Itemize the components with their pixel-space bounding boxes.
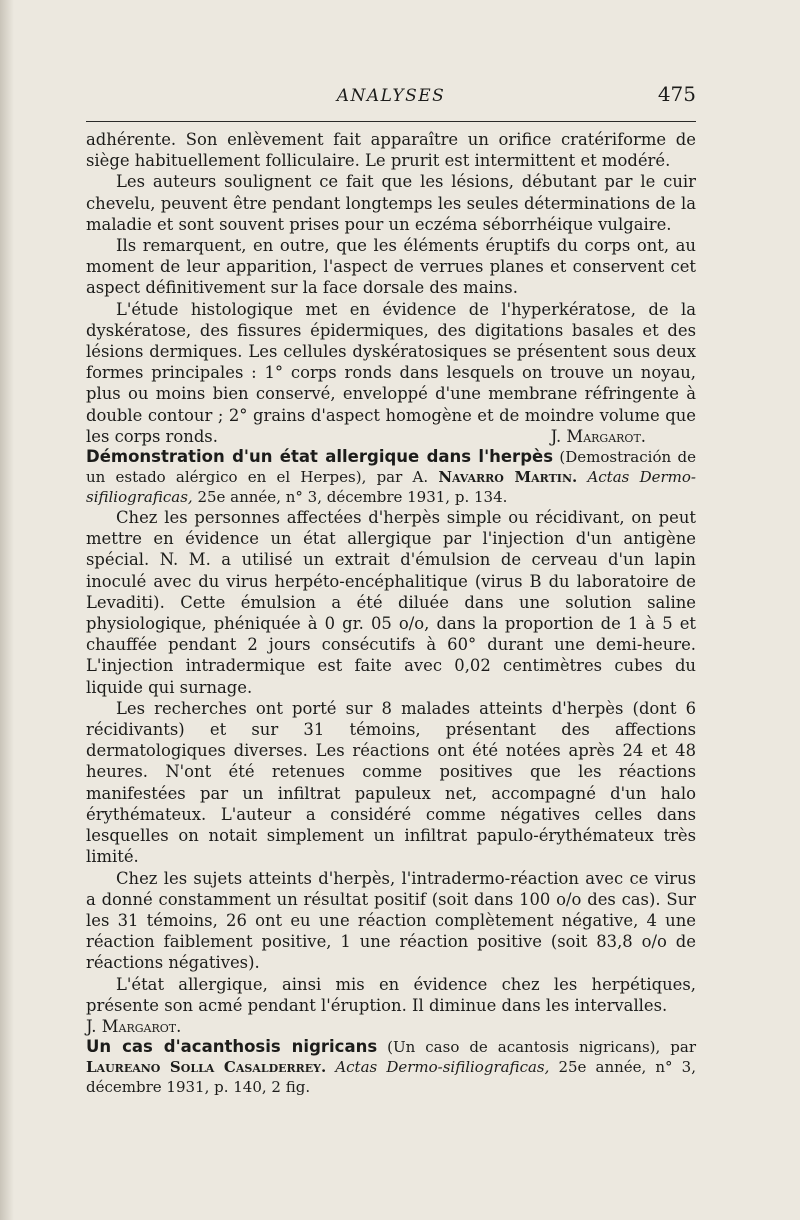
author-name: Navarro Martin. — [438, 468, 578, 487]
page-body — [86, 129, 696, 1097]
running-head: ANALYSES — [336, 86, 446, 106]
paragraph: Les recherches ont porté sur 8 malades atteints d'herpès (dont 6 récidivants) et sur 31 témoins, présentant des affections dermatologiques diverses. Les réactions ont été notées après 24 et 48 heures. N'ont été retenues comme positives que les réactions manifestées par un infiltrat papuleux net, accompagné d'un halo érythémateux. L'auteur a considéré comme négatives celles dans lesquelles on notait simplement un infiltrat papulo-érythémateux très limité. — [86, 698, 696, 867]
paragraph: L'état allergique, ainsi mis en évidence chez les herpétiques, présente son acmé pendant l'éruption. Il diminue dans les intervalles. — [86, 974, 696, 1015]
article-heading — [86, 447, 696, 507]
paragraph-text: L'étude histologique met en évidence de l'hyperkératose, de la dyskératose, des fissures épidermiques, des digitations basales et des lésions dermiques. Les cellules dyskératosiques se présentent sous deux formes principales : 1° corps ronds dans lesquels on trouve un noyau, plus ou moins bien conservé, enveloppé d'une membrane réfringente à double contour ; 2° grains d'aspect homogène et de moindre volume que les corps ronds. — [86, 299, 696, 446]
paragraph: Les auteurs soulignent ce fait que les lésions, débutant par le cuir chevelu, peuvent être pendant longtemps les seules déterminations de la maladie et sont souvent prises pour un eczéma séborrhéique vulgaire. — [86, 172, 696, 234]
page-gutter-shadow — [0, 0, 14, 1220]
signature: J. Margarot. — [86, 1016, 182, 1036]
reference-details: 25e année, n° 3, décembre 1931, p. 134. — [197, 488, 508, 507]
reference-text: (Demostración de un estado alérgico en el Herpes), par A. — [86, 448, 696, 487]
journal-name: Actas Dermo-sifiliograficas, — [335, 1058, 550, 1077]
article-title: Un cas d'acanthosis nigricans — [86, 1037, 378, 1057]
reference-details: 25e année, n° 3, décembre 1931, p. 140, 2 fig. — [86, 1058, 696, 1097]
page-number: 475 — [657, 82, 696, 106]
author-name: Laureano Solla Casalderrey. — [86, 1058, 327, 1077]
article-title: Démonstration d'un état allergique dans l'herpès — [86, 447, 554, 467]
reference-text: (Un caso de acantosis nigricans), par — [387, 1038, 696, 1057]
paragraph — [86, 299, 696, 447]
header-rule — [86, 121, 696, 122]
paragraph: adhérente. Son enlèvement fait apparaître un orifice cratériforme de siège habituellement folliculaire. Le prurit est intermittent et modéré. — [86, 130, 696, 171]
paragraph: Chez les sujets atteints d'herpès, l'intradermo-réaction avec ce virus a donné constamment un résultat positif (soit dans 100 o/o des cas). Sur les 31 témoins, 26 ont eu une réaction complètement négative, 4 une réaction faiblement positive, 1 une réaction positive (soit 83,8 o/o de réactions négatives). — [86, 868, 696, 973]
article-heading — [86, 1037, 696, 1097]
paragraph: Ils remarquent, en outre, que les éléments éruptifs du corps ont, au moment de leur apparition, l'aspect de verrues planes et conservent cet aspect définitivement sur la face dorsale des mains. — [86, 236, 696, 298]
paragraph: Chez les personnes affectées d'herpès simple ou récidivant, on peut mettre en évidence un état allergique par l'injection d'un antigène spécial. N. M. a utilisé un extrait d'émulsion de cerveau d'un lapin inoculé avec du virus herpéto-encéphalitique (virus B du laboratoire de Levaditi). Cette émulsion a été diluée dans une solution saline physiologique, phéniquée à 0 gr. 05 o/o, dans la proportion de 1 à 5 et chauffée pendant 2 jours consécutifs à 60° durant une demi-heure. L'injection intradermique est faite avec 0,02 centimètres cubes du liquide qui surnage. — [86, 508, 696, 697]
signature: J. Margarot. — [550, 426, 646, 446]
page-header — [86, 82, 696, 108]
journal-name: Actas Dermo-sifiliograficas, — [86, 468, 696, 507]
